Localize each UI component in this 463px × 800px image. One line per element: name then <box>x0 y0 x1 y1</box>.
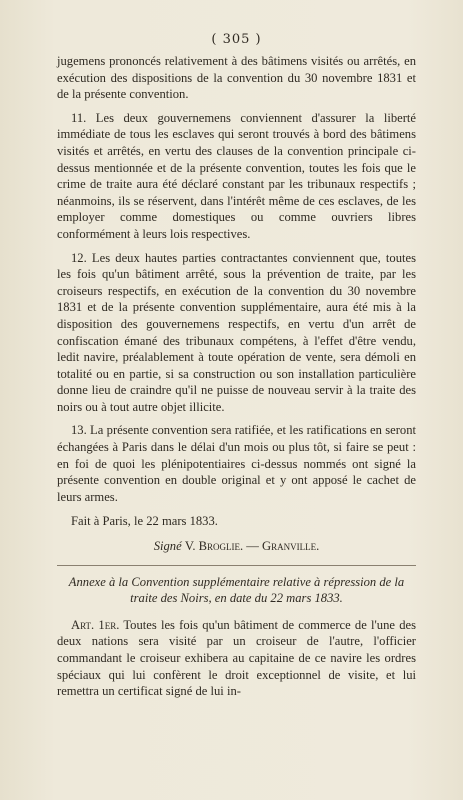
page-number-header: ( 305 ) <box>211 32 262 47</box>
annex-article-1 <box>57 617 416 700</box>
signatory-names: V. Broglie. — Granville. <box>184 539 320 554</box>
article-12-paragraph: 12. Les deux hautes parties contractantes conviennent que, toutes les fois qu'un bâtiment arrêté, sous la prévention de traite, par les croiseurs respectifs, en exécution de la convention du 30 novembre 1831 et de la présente convention supplémentaire, aura été mis à la disposition des gouvernemens respectifs, en vertu d'un arrêt de confiscation émané des tribunaux compétens, à l'effet d'être vendu, ledit navire, préalablement à toute opération de vente, sera démoli en totalité ou en partie, si sa construction ou son installation particulière donne lieu de craindre qu'il ne puisse de nouveau servir à la traite des noirs ou à tout autre objet illicite. <box>57 250 416 414</box>
article-13-paragraph: 13. La présente convention sera ratifiée, et les ratifications en seront échangées à Paris dans le délai d'un mois ou plus tôt, si faire se peut : en foi de quoi les plénipotentiaires ci-dessus nommés ont signé la présente convention en double original et y ont apposé le cachet de leurs armes. <box>57 423 416 504</box>
signature-line <box>57 538 416 555</box>
annex-title: Annexe à la Convention supplémentaire relative à répression de la traite des Noirs, en date du 22 mars 1833. <box>57 565 416 607</box>
article-11-paragraph: 11. Les deux gouvernemens conviennent d'assurer la liberté immédiate de tous les esclaves qui seront trouvés à bord des bâtimens visités et arrêtés, en vertu des clauses de la convention principale ci-dessus mentionnée et de la présente convention, toutes les fois que le crime de traite aura été déclaré constant par les tribunaux respectifs ; néanmoins, ils se réservent, dans l'intérêt même de ces esclaves, de les employer comme domestiques ou comme ouvriers libres conformément à leurs lois respectives. <box>57 110 416 241</box>
article-text: Toutes les fois qu'un bâtiment de commerce de l'une des deux nations sera visité par un croiseur de l'autre, l'officier commandant le croiseur exhibera au capitaine de ce navire les ordres spéciaux qui lui confèrent le droit exceptionnel de visite, et lui remettra un certificat signé de lui in- <box>57 617 416 699</box>
signing-place-date: Fait à Paris, le 22 mars 1833. <box>71 514 218 529</box>
signed-label: Signé <box>153 539 182 554</box>
paragraph-continuation: jugemens prononcés relativement à des bâtimens visités ou arrêtés, en exécution des dispositions de la convention du 30 novembre 1831 et de la présente convention. <box>57 54 416 102</box>
article-label: Art. 1er. <box>71 617 120 632</box>
